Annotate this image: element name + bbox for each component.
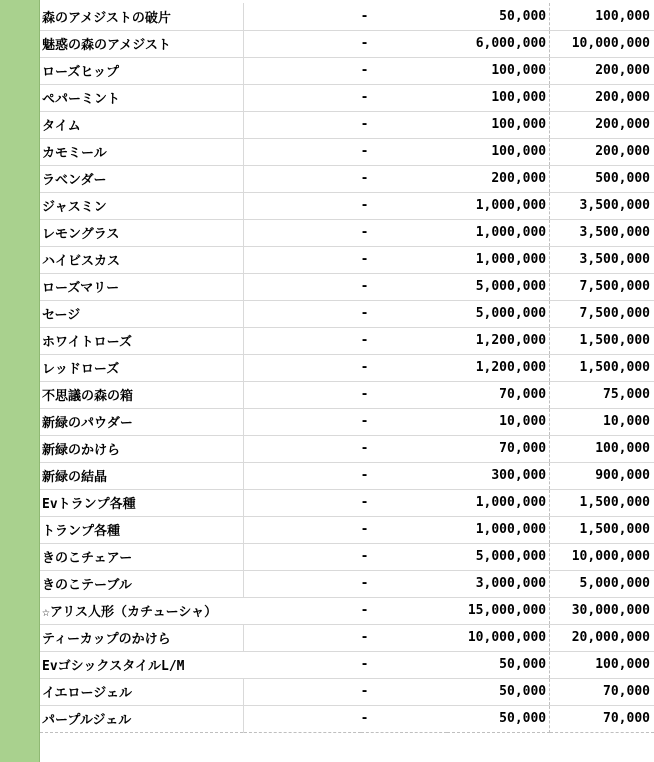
col-d-cell[interactable]: 50,000 xyxy=(447,3,549,30)
col-e-cell[interactable]: 3,500,000 xyxy=(550,246,654,273)
empty-cell[interactable] xyxy=(244,165,361,192)
col-c-cell[interactable]: - xyxy=(361,570,448,597)
col-e-cell[interactable]: 7,500,000 xyxy=(550,300,654,327)
col-d-cell[interactable]: 5,000,000 xyxy=(447,300,549,327)
item-name-cell[interactable]: レモングラス xyxy=(40,219,244,246)
col-e-cell[interactable]: 1,500,000 xyxy=(550,516,654,543)
item-name-cell[interactable]: 不思議の森の箱 xyxy=(40,381,244,408)
item-name-cell[interactable]: ローズヒップ xyxy=(40,57,244,84)
item-name-cell[interactable]: レッドローズ xyxy=(40,354,244,381)
col-c-cell[interactable]: - xyxy=(361,489,448,516)
empty-cell[interactable] xyxy=(244,651,361,678)
item-name-cell[interactable]: ハイビスカス xyxy=(40,246,244,273)
table-row xyxy=(40,705,654,732)
item-name-cell[interactable]: 森のアメジストの破片 xyxy=(40,3,244,30)
item-name-cell[interactable]: 魅惑の森のアメジスト xyxy=(40,30,244,57)
table-row xyxy=(40,462,654,489)
table-row xyxy=(40,192,654,219)
empty-cell[interactable] xyxy=(244,705,361,732)
col-d-cell[interactable]: 1,000,000 xyxy=(447,489,549,516)
empty-cell[interactable] xyxy=(244,111,361,138)
empty-cell[interactable] xyxy=(244,273,361,300)
table-row xyxy=(40,111,654,138)
col-c-cell[interactable]: - xyxy=(361,651,448,678)
col-e-cell[interactable]: 70,000 xyxy=(550,678,654,705)
col-c-cell[interactable]: - xyxy=(361,327,448,354)
row-color-band xyxy=(0,0,40,762)
col-c-cell[interactable]: - xyxy=(361,462,448,489)
col-e-cell[interactable]: 1,500,000 xyxy=(550,327,654,354)
col-d-cell[interactable]: 70,000 xyxy=(447,435,549,462)
table-row xyxy=(40,273,654,300)
col-d-cell[interactable]: 200,000 xyxy=(447,165,549,192)
col-c-cell[interactable]: - xyxy=(361,84,448,111)
item-name-cell[interactable]: セージ xyxy=(40,300,244,327)
col-c-cell[interactable]: - xyxy=(361,165,448,192)
col-c-cell[interactable]: - xyxy=(361,516,448,543)
table-row xyxy=(40,651,654,678)
table-row xyxy=(40,57,654,84)
table-row xyxy=(40,624,654,651)
empty-cell[interactable] xyxy=(244,3,361,30)
item-name-cell[interactable]: Evトランプ各種 xyxy=(40,489,244,516)
col-d-cell[interactable]: 10,000 xyxy=(447,408,549,435)
col-c-cell[interactable]: - xyxy=(361,408,448,435)
col-e-cell[interactable]: 1,500,000 xyxy=(550,354,654,381)
table-row xyxy=(40,300,654,327)
col-d-cell[interactable]: 6,000,000 xyxy=(447,30,549,57)
col-e-cell[interactable]: 3,500,000 xyxy=(550,192,654,219)
col-c-cell[interactable]: - xyxy=(361,192,448,219)
col-d-cell[interactable]: 15,000,000 xyxy=(447,597,549,624)
col-e-cell[interactable]: 900,000 xyxy=(550,462,654,489)
col-d-cell[interactable]: 1,000,000 xyxy=(447,219,549,246)
empty-cell[interactable] xyxy=(244,489,361,516)
col-e-cell[interactable]: 7,500,000 xyxy=(550,273,654,300)
item-name-cell[interactable]: 新緑の結晶 xyxy=(40,462,244,489)
table-row xyxy=(40,570,654,597)
col-d-cell[interactable]: 10,000,000 xyxy=(447,624,549,651)
col-e-cell[interactable]: 100,000 xyxy=(550,3,654,30)
item-name-cell[interactable]: パープルジェル xyxy=(40,705,244,732)
empty-cell[interactable] xyxy=(244,678,361,705)
empty-cell[interactable] xyxy=(244,570,361,597)
col-e-cell[interactable]: 200,000 xyxy=(550,57,654,84)
col-e-cell[interactable]: 200,000 xyxy=(550,111,654,138)
col-c-cell[interactable]: - xyxy=(361,138,448,165)
item-name-cell[interactable]: EvゴシックスタイルL/M xyxy=(40,651,244,678)
col-c-cell[interactable]: - xyxy=(361,57,448,84)
col-c-cell[interactable]: - xyxy=(361,678,448,705)
table-row xyxy=(40,327,654,354)
table-row xyxy=(40,435,654,462)
item-name-cell[interactable]: ペパーミント xyxy=(40,84,244,111)
table-row xyxy=(40,678,654,705)
item-name-cell[interactable]: ティーカップのかけら xyxy=(40,624,244,651)
col-d-cell[interactable]: 1,000,000 xyxy=(447,516,549,543)
col-d-cell[interactable]: 100,000 xyxy=(447,57,549,84)
col-e-cell[interactable]: 200,000 xyxy=(550,138,654,165)
col-d-cell[interactable]: 1,200,000 xyxy=(447,354,549,381)
table-row xyxy=(40,381,654,408)
col-d-cell[interactable]: 1,000,000 xyxy=(447,192,549,219)
col-c-cell[interactable]: - xyxy=(361,624,448,651)
col-e-cell[interactable]: 70,000 xyxy=(550,705,654,732)
col-d-cell[interactable]: 50,000 xyxy=(447,705,549,732)
table-row xyxy=(40,30,654,57)
empty-cell[interactable] xyxy=(244,435,361,462)
empty-cell[interactable] xyxy=(244,300,361,327)
empty-cell[interactable] xyxy=(244,381,361,408)
col-d-cell[interactable]: 5,000,000 xyxy=(447,273,549,300)
table-row xyxy=(40,408,654,435)
col-d-cell[interactable]: 100,000 xyxy=(447,138,549,165)
col-e-cell[interactable]: 200,000 xyxy=(550,84,654,111)
col-e-cell[interactable]: 100,000 xyxy=(550,651,654,678)
col-c-cell[interactable]: - xyxy=(361,3,448,30)
item-name-cell[interactable]: タイム xyxy=(40,111,244,138)
col-e-cell[interactable]: 10,000,000 xyxy=(550,543,654,570)
col-e-cell[interactable]: 3,500,000 xyxy=(550,219,654,246)
item-name-cell[interactable]: 新緑のパウダー xyxy=(40,408,244,435)
col-e-cell[interactable]: 20,000,000 xyxy=(550,624,654,651)
col-d-cell[interactable]: 1,000,000 xyxy=(447,246,549,273)
table-row xyxy=(40,354,654,381)
empty-cell[interactable] xyxy=(244,246,361,273)
col-c-cell[interactable]: - xyxy=(361,705,448,732)
col-e-cell[interactable]: 100,000 xyxy=(550,435,654,462)
table-row xyxy=(40,597,654,624)
item-name-cell[interactable]: カモミール xyxy=(40,138,244,165)
col-c-cell[interactable]: - xyxy=(361,111,448,138)
col-c-cell[interactable]: - xyxy=(361,543,448,570)
item-name-cell[interactable]: 新緑のかけら xyxy=(40,435,244,462)
table-row xyxy=(40,489,654,516)
item-name-cell[interactable]: きのこテーブル xyxy=(40,570,244,597)
col-c-cell[interactable]: - xyxy=(361,354,448,381)
col-d-cell[interactable]: 50,000 xyxy=(447,678,549,705)
table-row xyxy=(40,165,654,192)
item-name-cell[interactable]: ジャスミン xyxy=(40,192,244,219)
col-d-cell[interactable]: 3,000,000 xyxy=(447,570,549,597)
empty-cell[interactable] xyxy=(244,84,361,111)
empty-cell[interactable] xyxy=(244,327,361,354)
table-row xyxy=(40,516,654,543)
empty-cell[interactable] xyxy=(244,30,361,57)
col-d-cell[interactable]: 100,000 xyxy=(447,84,549,111)
col-d-cell[interactable]: 5,000,000 xyxy=(447,543,549,570)
col-d-cell[interactable]: 1,200,000 xyxy=(447,327,549,354)
col-d-cell[interactable]: 70,000 xyxy=(447,381,549,408)
empty-cell[interactable] xyxy=(244,354,361,381)
col-c-cell[interactable]: - xyxy=(361,30,448,57)
table-row xyxy=(40,138,654,165)
empty-cell[interactable] xyxy=(244,516,361,543)
col-c-cell[interactable]: - xyxy=(361,273,448,300)
col-d-cell[interactable]: 50,000 xyxy=(447,651,549,678)
empty-cell[interactable] xyxy=(244,462,361,489)
col-c-cell[interactable]: - xyxy=(361,435,448,462)
empty-cell[interactable] xyxy=(244,408,361,435)
col-c-cell[interactable]: - xyxy=(361,597,448,624)
col-d-cell[interactable]: 300,000 xyxy=(447,462,549,489)
empty-cell[interactable] xyxy=(244,219,361,246)
col-e-cell[interactable]: 5,000,000 xyxy=(550,570,654,597)
item-name-cell[interactable]: ☆アリス人形（カチューシャ） xyxy=(40,597,244,624)
col-c-cell[interactable]: - xyxy=(361,219,448,246)
col-e-cell[interactable]: 1,500,000 xyxy=(550,489,654,516)
col-e-cell[interactable]: 500,000 xyxy=(550,165,654,192)
table-row xyxy=(40,543,654,570)
table-row xyxy=(40,219,654,246)
col-e-cell[interactable]: 10,000,000 xyxy=(550,30,654,57)
empty-cell[interactable] xyxy=(244,192,361,219)
empty-cell[interactable] xyxy=(244,597,361,624)
item-name-cell[interactable]: ホワイトローズ xyxy=(40,327,244,354)
table-row xyxy=(40,84,654,111)
empty-cell[interactable] xyxy=(244,543,361,570)
empty-cell[interactable] xyxy=(244,624,361,651)
item-name-cell[interactable]: イエロージェル xyxy=(40,678,244,705)
col-e-cell[interactable]: 10,000 xyxy=(550,408,654,435)
col-c-cell[interactable]: - xyxy=(361,246,448,273)
item-name-cell[interactable]: ローズマリー xyxy=(40,273,244,300)
col-e-cell[interactable]: 30,000,000 xyxy=(550,597,654,624)
item-name-cell[interactable]: きのこチェアー xyxy=(40,543,244,570)
item-name-cell[interactable]: ラベンダー xyxy=(40,165,244,192)
empty-cell[interactable] xyxy=(244,57,361,84)
price-table xyxy=(40,3,654,733)
item-name-cell[interactable]: トランプ各種 xyxy=(40,516,244,543)
table-row xyxy=(40,3,654,30)
empty-cell[interactable] xyxy=(244,138,361,165)
col-c-cell[interactable]: - xyxy=(361,381,448,408)
col-d-cell[interactable]: 100,000 xyxy=(447,111,549,138)
col-e-cell[interactable]: 75,000 xyxy=(550,381,654,408)
table-row xyxy=(40,246,654,273)
col-c-cell[interactable]: - xyxy=(361,300,448,327)
